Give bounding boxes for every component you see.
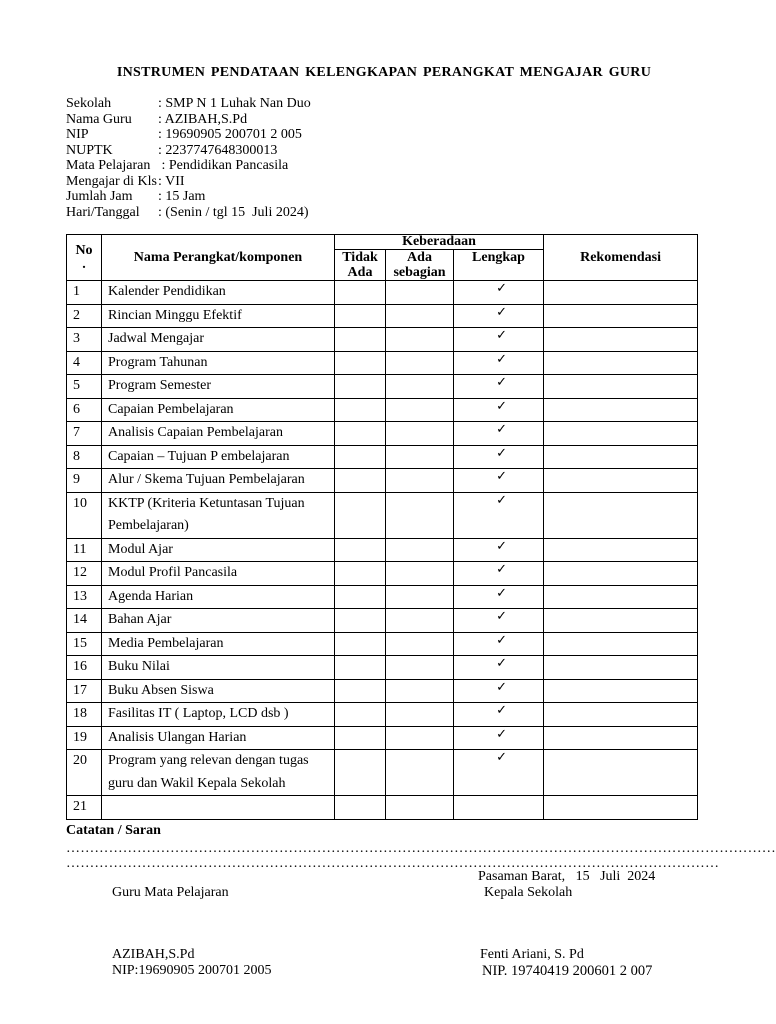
cell-tidak-ada xyxy=(335,469,386,493)
info-label: Mengajar di Kls xyxy=(66,173,157,189)
cell-tidak-ada xyxy=(335,304,386,328)
teacher-role: Guru Mata Pelajaran xyxy=(112,885,229,900)
cell-tidak-ada xyxy=(335,328,386,352)
table-row xyxy=(67,281,698,305)
header-name: Nama Perangkat/komponen xyxy=(102,235,335,281)
checkmark-icon: ✓ xyxy=(496,469,507,484)
header-lengkap: Lengkap xyxy=(454,250,544,281)
info-value: : AZIBAH,S.Pd xyxy=(158,111,248,127)
cell-lengkap xyxy=(454,585,544,609)
row-number: 18 xyxy=(67,703,102,727)
checkmark-icon: ✓ xyxy=(496,304,507,320)
checkmark-icon: ✓ xyxy=(496,492,507,508)
cell-lengkap xyxy=(454,281,544,305)
info-value: : SMP N 1 Luhak Nan Duo xyxy=(158,96,311,111)
row-number: 15 xyxy=(67,632,102,656)
teacher-info xyxy=(66,96,311,220)
info-row-nuptk xyxy=(66,143,311,159)
info-label: NUPTK xyxy=(66,142,113,158)
cell-lengkap xyxy=(454,398,544,422)
cell-ada-sebagian xyxy=(386,562,454,586)
table-row xyxy=(67,469,698,493)
cell-tidak-ada xyxy=(335,750,386,796)
row-number: 5 xyxy=(67,375,102,399)
table-row xyxy=(67,538,698,562)
row-component-name: Capaian – Tujuan P embelajaran xyxy=(102,445,335,469)
table-row xyxy=(67,351,698,375)
table-row xyxy=(67,632,698,656)
row-number: 13 xyxy=(67,585,102,609)
header-ada-sebagian: Ada sebagian xyxy=(386,250,454,281)
cell-tidak-ada xyxy=(335,281,386,305)
row-component-name: Analisis Capaian Pembelajaran xyxy=(102,422,335,446)
cell-rekomendasi xyxy=(544,304,698,328)
cell-ada-sebagian xyxy=(386,469,454,493)
row-component-name: Modul Profil Pancasila xyxy=(102,562,335,586)
cell-lengkap xyxy=(454,445,544,469)
checkmark-icon: ✓ xyxy=(496,609,507,624)
info-row-subject xyxy=(66,158,311,174)
cell-lengkap xyxy=(454,351,544,375)
checkmark-icon: ✓ xyxy=(496,328,507,343)
table-row xyxy=(67,398,698,422)
info-value: : 2237747648300013 xyxy=(158,142,278,158)
cell-ada-sebagian xyxy=(386,632,454,656)
cell-rekomendasi xyxy=(544,445,698,469)
document-title: INSTRUMEN PENDATAAN KELENGKAPAN PERANGKAT MENGAJAR GURU xyxy=(116,65,652,80)
cell-rekomendasi xyxy=(544,375,698,399)
cell-tidak-ada xyxy=(335,398,386,422)
info-row-date xyxy=(66,205,311,221)
info-value: : (Senin / tgl 15 Juli 2024) xyxy=(158,204,309,220)
cell-rekomendasi xyxy=(544,469,698,493)
cell-lengkap xyxy=(454,750,544,796)
cell-ada-sebagian xyxy=(386,281,454,305)
row-component-name: Rincian Minggu Efektif xyxy=(102,304,335,328)
row-number: 19 xyxy=(67,726,102,750)
cell-ada-sebagian xyxy=(386,796,454,820)
teacher-name: AZIBAH,S.Pd xyxy=(112,947,195,962)
cell-rekomendasi xyxy=(544,492,698,538)
table-body xyxy=(67,281,698,820)
checkmark-icon: ✓ xyxy=(496,703,507,718)
checkmark-icon: ✓ xyxy=(496,351,507,367)
cell-rekomendasi xyxy=(544,796,698,820)
row-component-name: Agenda Harian xyxy=(102,585,335,609)
principal-role: Kepala Sekolah xyxy=(484,885,573,900)
cell-rekomendasi xyxy=(544,422,698,446)
row-component-name xyxy=(102,796,335,820)
cell-ada-sebagian xyxy=(386,445,454,469)
checkmark-icon: ✓ xyxy=(496,726,507,742)
checkmark-icon: ✓ xyxy=(496,538,507,554)
table-row xyxy=(67,796,698,820)
info-label: Sekolah xyxy=(66,96,112,111)
principal-name: Fenti Ariani, S. Pd xyxy=(480,947,584,962)
cell-tidak-ada xyxy=(335,609,386,633)
cell-rekomendasi xyxy=(544,351,698,375)
info-label: Hari/Tanggal xyxy=(66,204,140,220)
principal-nip: NIP. 19740419 200601 2 007 xyxy=(482,963,653,979)
row-component-name: Modul Ajar xyxy=(102,538,335,562)
header-keberadaan: Keberadaan xyxy=(335,235,544,250)
cell-tidak-ada xyxy=(335,351,386,375)
cell-tidak-ada xyxy=(335,632,386,656)
cell-lengkap xyxy=(454,679,544,703)
table-row xyxy=(67,609,698,633)
row-component-name: Alur / Skema Tujuan Pembelajaran xyxy=(102,469,335,493)
cell-tidak-ada xyxy=(335,796,386,820)
cell-ada-sebagian xyxy=(386,703,454,727)
notes-label: Catatan / Saran xyxy=(66,823,161,838)
cell-rekomendasi xyxy=(544,656,698,680)
cell-lengkap xyxy=(454,796,544,820)
table-row xyxy=(67,562,698,586)
cell-ada-sebagian xyxy=(386,609,454,633)
row-number: 20 xyxy=(67,750,102,796)
cell-rekomendasi xyxy=(544,750,698,796)
cell-ada-sebagian xyxy=(386,726,454,750)
cell-lengkap xyxy=(454,632,544,656)
row-number: 6 xyxy=(67,398,102,422)
cell-ada-sebagian xyxy=(386,538,454,562)
cell-ada-sebagian xyxy=(386,375,454,399)
cell-ada-sebagian xyxy=(386,351,454,375)
info-row-hours xyxy=(66,189,311,205)
table-row xyxy=(67,445,698,469)
cell-tidak-ada xyxy=(335,375,386,399)
info-value: : Pendidikan Pancasila xyxy=(158,158,289,173)
cell-lengkap xyxy=(454,538,544,562)
cell-ada-sebagian xyxy=(386,750,454,796)
checkmark-icon: ✓ xyxy=(496,632,507,648)
cell-rekomendasi xyxy=(544,679,698,703)
table-row xyxy=(67,679,698,703)
row-component-name: Buku Absen Siswa xyxy=(102,679,335,703)
row-number: 7 xyxy=(67,422,102,446)
cell-tidak-ada xyxy=(335,445,386,469)
cell-lengkap xyxy=(454,492,544,538)
cell-rekomendasi xyxy=(544,585,698,609)
checkmark-icon: ✓ xyxy=(496,398,507,414)
cell-tidak-ada xyxy=(335,679,386,703)
info-value: : VII xyxy=(158,173,185,189)
row-component-name: Program yang relevan dengan tugas guru dan Wakil Kepala Sekolah xyxy=(102,750,335,796)
row-number: 4 xyxy=(67,351,102,375)
cell-tidak-ada xyxy=(335,726,386,750)
info-value: : 19690905 200701 2 005 xyxy=(158,127,302,142)
cell-rekomendasi xyxy=(544,632,698,656)
row-component-name: Program Tahunan xyxy=(102,351,335,375)
cell-tidak-ada xyxy=(335,422,386,446)
cell-rekomendasi xyxy=(544,726,698,750)
notes-line-1: …………………………………………………………………………………………………………………………………… xyxy=(66,841,776,856)
cell-lengkap xyxy=(454,726,544,750)
cell-tidak-ada xyxy=(335,585,386,609)
cell-lengkap xyxy=(454,562,544,586)
place-date: Pasaman Barat, 15 Juli 2024 xyxy=(478,869,656,884)
row-number: 12 xyxy=(67,562,102,586)
header-no: No . xyxy=(67,235,102,281)
table-row xyxy=(67,375,698,399)
row-component-name: KKTP (Kriteria Ketuntasan Tujuan Pembelajaran) xyxy=(102,492,335,538)
row-number: 2 xyxy=(67,304,102,328)
info-label: Mata Pelajaran xyxy=(66,158,151,173)
checkmark-icon: ✓ xyxy=(496,375,507,390)
row-number: 8 xyxy=(67,445,102,469)
row-component-name: Program Semester xyxy=(102,375,335,399)
cell-ada-sebagian xyxy=(386,656,454,680)
cell-lengkap xyxy=(454,328,544,352)
checkmark-icon: ✓ xyxy=(496,562,507,577)
header-rekomendasi: Rekomendasi xyxy=(544,235,698,281)
table-row xyxy=(67,304,698,328)
info-label: NIP xyxy=(66,127,89,142)
cell-lengkap xyxy=(454,375,544,399)
info-value: : 15 Jam xyxy=(158,189,206,204)
row-component-name: Capaian Pembelajaran xyxy=(102,398,335,422)
cell-ada-sebagian xyxy=(386,328,454,352)
row-number: 10 xyxy=(67,492,102,538)
table-row xyxy=(67,492,698,538)
row-number: 14 xyxy=(67,609,102,633)
cell-ada-sebagian xyxy=(386,304,454,328)
cell-ada-sebagian xyxy=(386,422,454,446)
row-number: 9 xyxy=(67,469,102,493)
cell-tidak-ada xyxy=(335,703,386,727)
table-row xyxy=(67,703,698,727)
cell-rekomendasi xyxy=(544,703,698,727)
info-label: Jumlah Jam xyxy=(66,189,133,204)
cell-rekomendasi xyxy=(544,281,698,305)
table-row xyxy=(67,328,698,352)
cell-lengkap xyxy=(454,609,544,633)
row-component-name: Bahan Ajar xyxy=(102,609,335,633)
notes-line-2: ………………………………………………………………………………………………………………………… xyxy=(66,856,720,871)
row-component-name: Jadwal Mengajar xyxy=(102,328,335,352)
cell-lengkap xyxy=(454,304,544,328)
cell-rekomendasi xyxy=(544,398,698,422)
row-number: 21 xyxy=(67,796,102,820)
checkmark-icon: ✓ xyxy=(496,679,507,695)
row-number: 11 xyxy=(67,538,102,562)
checkmark-icon: ✓ xyxy=(496,281,507,296)
table-row xyxy=(67,750,698,796)
teacher-nip: NIP:19690905 200701 2005 xyxy=(112,963,272,978)
table-row xyxy=(67,656,698,680)
header-tidak-ada: Tidak Ada xyxy=(335,250,386,281)
checkmark-icon: ✓ xyxy=(496,585,507,601)
cell-ada-sebagian xyxy=(386,679,454,703)
info-row-class xyxy=(66,174,311,190)
info-row-nip xyxy=(66,127,311,143)
row-number: 1 xyxy=(67,281,102,305)
row-number: 16 xyxy=(67,656,102,680)
cell-ada-sebagian xyxy=(386,492,454,538)
cell-rekomendasi xyxy=(544,609,698,633)
checkmark-icon: ✓ xyxy=(496,656,507,671)
cell-tidak-ada xyxy=(335,656,386,680)
info-row-teacher xyxy=(66,112,311,128)
info-row-school xyxy=(66,96,311,112)
checklist-table xyxy=(66,234,698,820)
checkmark-icon: ✓ xyxy=(496,422,507,437)
row-component-name: Media Pembelajaran xyxy=(102,632,335,656)
cell-lengkap xyxy=(454,656,544,680)
cell-tidak-ada xyxy=(335,538,386,562)
cell-ada-sebagian xyxy=(386,585,454,609)
cell-lengkap xyxy=(454,469,544,493)
cell-lengkap xyxy=(454,703,544,727)
row-component-name: Buku Nilai xyxy=(102,656,335,680)
table-row xyxy=(67,726,698,750)
cell-tidak-ada xyxy=(335,562,386,586)
row-number: 3 xyxy=(67,328,102,352)
checkmark-icon: ✓ xyxy=(496,750,507,765)
row-component-name: Analisis Ulangan Harian xyxy=(102,726,335,750)
row-component-name: Kalender Pendidikan xyxy=(102,281,335,305)
cell-lengkap xyxy=(454,422,544,446)
info-label: Nama Guru xyxy=(66,111,132,127)
cell-tidak-ada xyxy=(335,492,386,538)
cell-ada-sebagian xyxy=(386,398,454,422)
cell-rekomendasi xyxy=(544,538,698,562)
table-row xyxy=(67,422,698,446)
row-component-name: Fasilitas IT ( Laptop, LCD dsb ) xyxy=(102,703,335,727)
cell-rekomendasi xyxy=(544,562,698,586)
checkmark-icon: ✓ xyxy=(496,445,507,461)
cell-rekomendasi xyxy=(544,328,698,352)
row-number: 17 xyxy=(67,679,102,703)
table-row xyxy=(67,585,698,609)
